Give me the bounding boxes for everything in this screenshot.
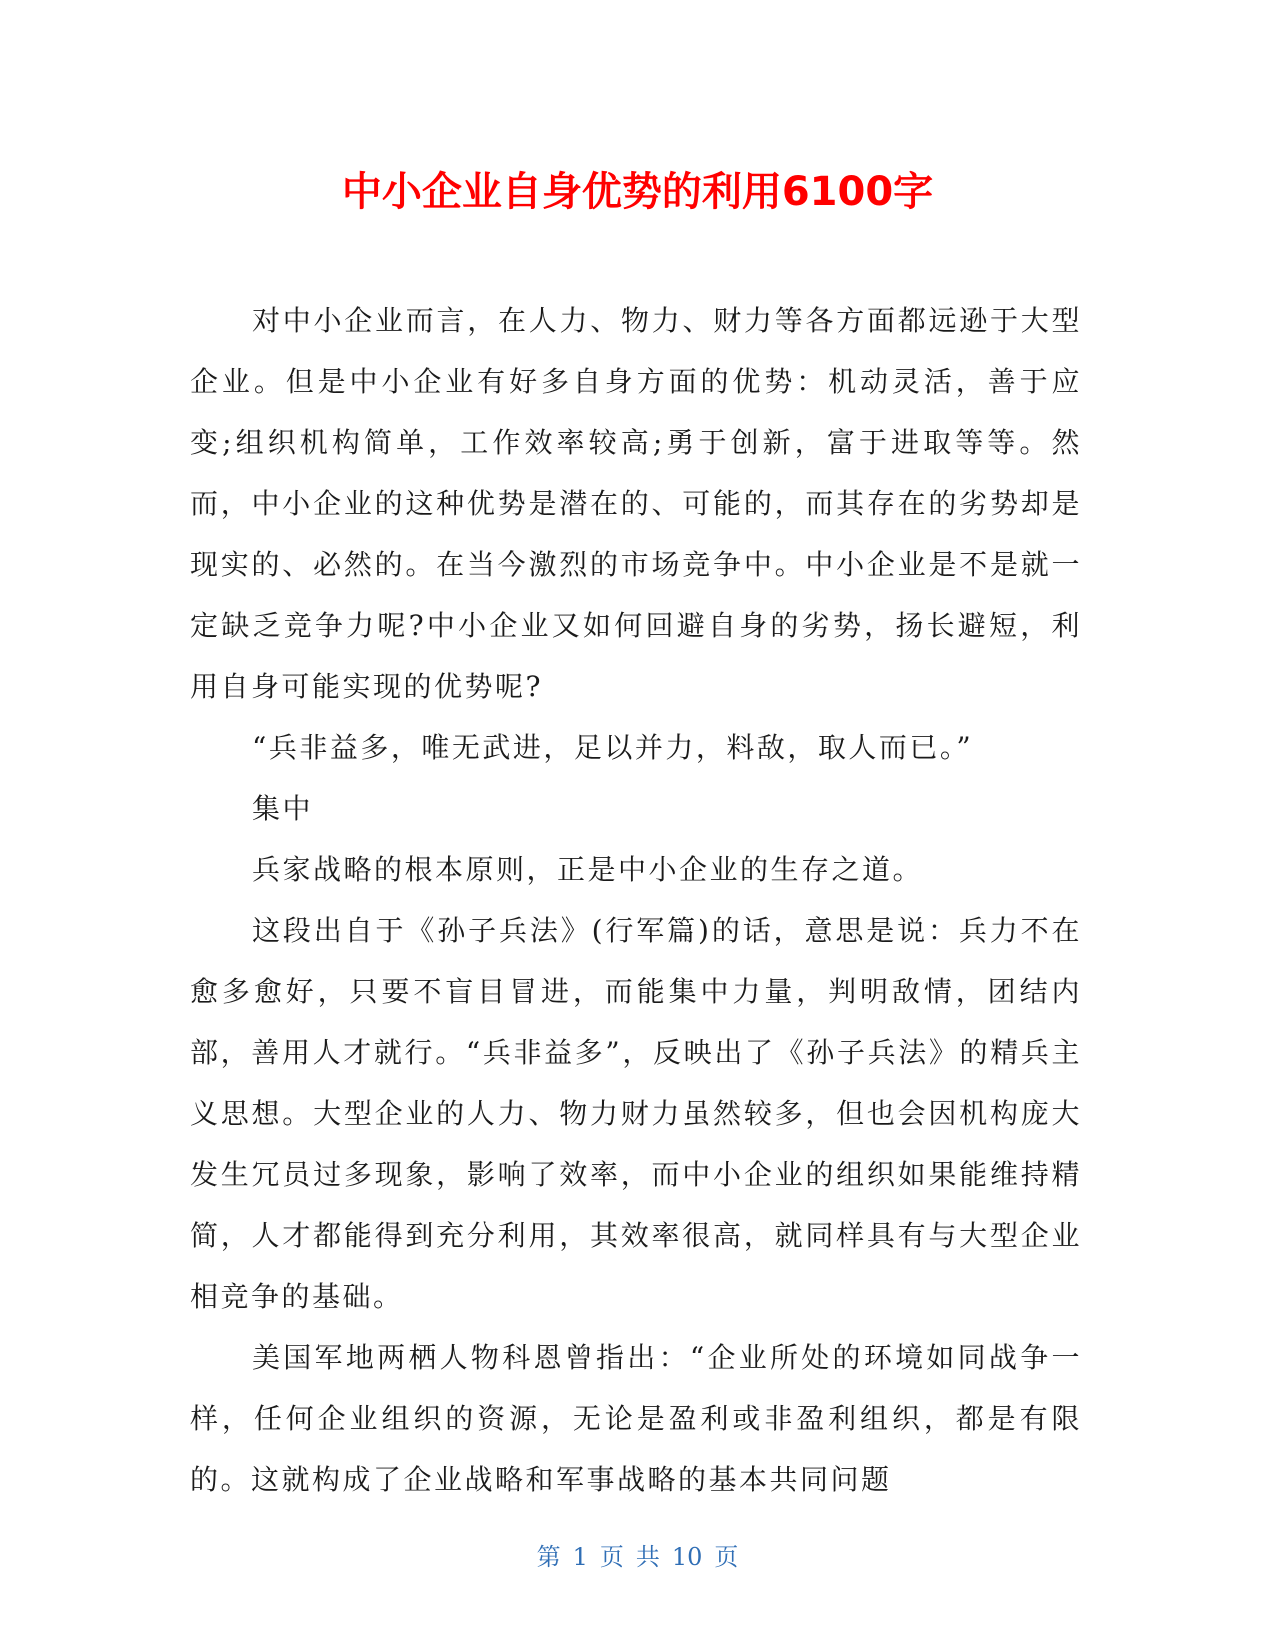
footer-current-page: 1 [572, 1543, 588, 1571]
paragraph-explanation: 这段出自于《孙子兵法》(行军篇)的话，意思是说：兵力不在愈多愈好，只要不盲目冒进，而能集中力量，判明敌情，团结内部，善用人才就行。“兵非益多”，反映出了《孙子兵法》的精兵主义思想。大型企业的人力、物力财力虽然较多，但也会因机构庞大发生冗员过多现象，影响了效率，而中小企业的组织如果能维持精简，人才都能得到充分利用，其效率很高，就同样具有与大型企业相竞争的基础。 [190, 914, 1082, 1313]
paragraph-cohen: 美国军地两栖人物科恩曾指出：“企业所处的环境如同战争一样，任何企业组织的资源，无论是盈利或非盈利组织，都是有限的。这就构成了企业战略和军事战略的基本共同问题 [190, 1341, 1082, 1496]
paragraph-principle: 兵家战略的根本原则，正是中小企业的生存之道。 [252, 853, 924, 886]
page-footer [0, 1540, 1275, 1574]
footer-label-ye: 页 [599, 1543, 624, 1571]
paragraph-quote: “兵非益多，唯无武进，足以并力，料敌，取人而已。” [252, 731, 974, 764]
footer-label-total: 共 [635, 1543, 660, 1571]
paragraph-intro: 对中小企业而言，在人力、物力、财力等各方面都远逊于大型企业。但是中小企业有好多自身方面的优势：机动灵活，善于应变;组织机构简单，工作效率较高;勇于创新，富于进取等等。然而，中小企业的这种优势是潜在的、可能的，而其存在的劣势却是现实的、必然的。在当今激烈的市场竞争中。中小企业是不是就一定缺乏竞争力呢?中小企业又如何回避自身的劣势，扬长避短，利用自身可能实现的优势呢? [190, 304, 1082, 703]
paragraph-focus: 集中 [252, 792, 314, 825]
footer-label-ye2: 页 [714, 1543, 739, 1571]
footer-label-page: 第 [536, 1543, 561, 1571]
document-body [190, 290, 1082, 1510]
footer-total-pages: 10 [671, 1543, 703, 1571]
document-title: 中小企业自身优势的利用6100字 [341, 169, 934, 215]
